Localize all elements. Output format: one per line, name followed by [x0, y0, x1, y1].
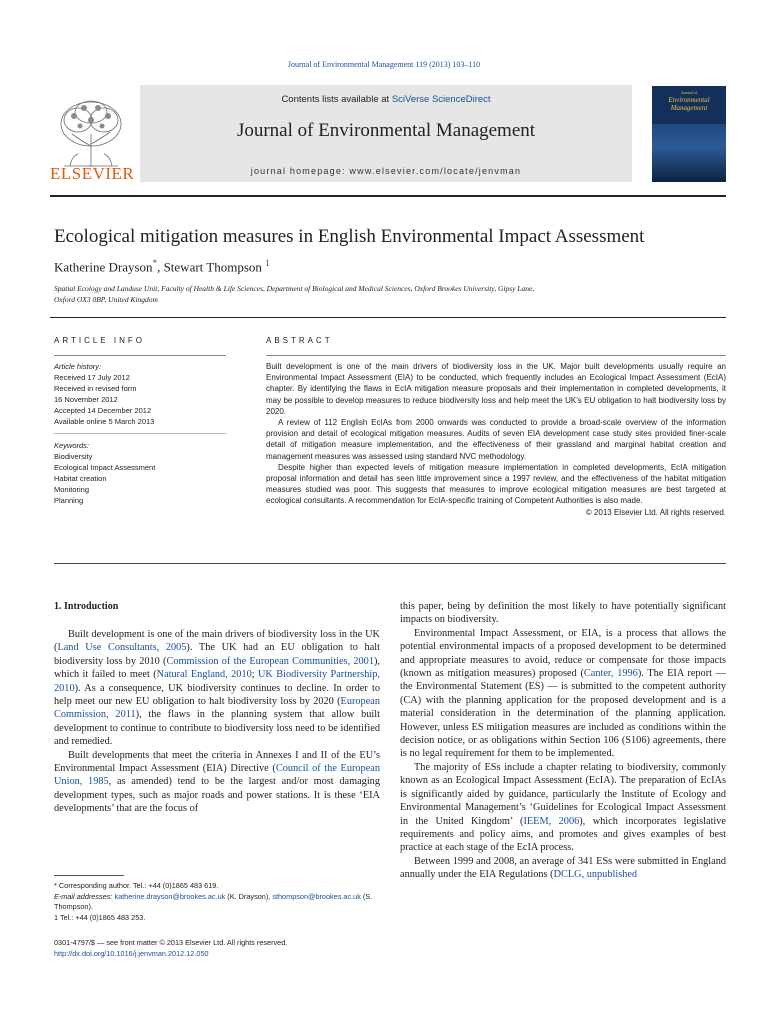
body-text: Between 1999 and 2008, an average of 341 ESs were submitted in England annually under the EIA Regulations (	[400, 855, 726, 881]
abstract-paragraph: A review of 112 English EcIAs from 2000 onwards was conducted to provide a broad-scale overview of the information provision and detail of ecological mitigation measures. Audits of seven EIA development case study sites provided finer-scale detail of mitigation measure implementation, and the effectiveness of their grassland and marginal habitat creation and management measures was assessed using standard NVC methodology.	[266, 418, 726, 461]
abstract-body	[266, 361, 726, 518]
citation-link[interactable]: Commission of the European Communities, 2001	[166, 655, 374, 667]
body-text: ). The EIA report — the Environmental Statement (ES) — is submitted to the competent authority (CA) with the planning application for the proposed development and is a material consideration in the determination of the planning application. However, unless ES mitigation measures are included as conditions within the decision notice, or as obligations within Section 106 (S106) agreements, there is no legal requirement for them to be implemented.	[400, 668, 727, 760]
affiliation-line: Oxford OX3 0BP, United Kingdom	[54, 295, 158, 304]
doi-link[interactable]: http://dx.doi.org/10.1016/j.jenvman.2012.12.050	[54, 948, 209, 958]
history-item: Available online 5 March 2013	[54, 417, 155, 426]
history-keywords-rule	[54, 433, 226, 434]
history-item: 16 November 2012	[54, 395, 118, 404]
abstract-paragraph: Despite higher than expected levels of mitigation measure implementation in completed developments, EcIA mitigation proposal information and detail has seen little improvement since a 1997 review, and the effectiveness of the habitat mitigation measures studied was poor. This suggests that measures to improve ecological mitigation measures are best targeted at ecological consultants. A recommendation for EcIA-specific training of Competent Authorities is also made.	[266, 462, 726, 506]
body-paragraph	[400, 855, 726, 882]
body-text: ;	[251, 669, 258, 681]
keywords	[54, 440, 226, 506]
keyword: Planning	[54, 496, 84, 505]
body-paragraph	[54, 749, 380, 816]
issn-block	[54, 938, 384, 959]
citation-link[interactable]: Council of the European Union, 1985	[54, 763, 380, 788]
author-name: Katherine Drayson	[54, 259, 153, 275]
email-link[interactable]: sthompson@brookes.ac.uk	[272, 891, 361, 901]
keywords-label: Keywords:	[54, 441, 90, 450]
author-line	[54, 258, 270, 275]
footnote-1: 1 Tel.: +44 (0)1865 483 253.	[54, 912, 146, 922]
journal-cover-thumbnail	[652, 86, 726, 182]
history-item: Received in revised form	[54, 384, 137, 393]
body-text: ). The UK had an EU obligation to halt biodiversity loss by 2010 (	[54, 642, 380, 667]
history-label: Article history:	[54, 362, 102, 371]
cover-image	[652, 124, 726, 182]
journal-homepage[interactable]: journal homepage: www.elsevier.com/locate/jenvman	[250, 166, 522, 176]
body-text: Built developments that meet the criteria in Annexes I and II of the EU’s Environmental Impact Assessment (EIA) Directive (	[54, 749, 380, 775]
abstract-copyright: © 2013 Elsevier Ltd. All rights reserved.	[585, 507, 726, 517]
history-item: Received 17 July 2012	[54, 373, 130, 382]
author-name: Stewart Thompson	[163, 259, 262, 275]
keyword: Ecological Impact Assessment	[54, 463, 156, 472]
article-title: Ecological mitigation measures in English Environmental Impact Assessment	[54, 226, 645, 247]
body-paragraph	[400, 600, 726, 627]
email-owner: (K. Drayson),	[225, 891, 273, 901]
keyword: Monitoring	[54, 485, 90, 494]
abstract-paragraph: Built development is one of the main drivers of biodiversity loss in the UK. Major built developments usually require an Environmental Impact Assessment (EIA) to be conducted, which frequently includes an Ecological Impact Assessment (EcIA) chapter. By identifying the flaws in EcIA mitigation measure proposals and their implementation in completed developments, it may be possible to develop measures to reduce biodiversity loss and help meet the UK’s EU obligation to halt biodiversity loss by 2020.	[266, 362, 726, 416]
citation-link[interactable]: Canter, 1996	[583, 668, 638, 680]
body-paragraph	[400, 761, 726, 855]
history-item: Accepted 14 December 2012	[54, 406, 152, 415]
cover-top-text: Journal of	[680, 90, 698, 95]
citation-link[interactable]: UK Biodiversity Partnership, 2010	[54, 669, 380, 694]
elsevier-wordmark: ELSEVIER	[50, 164, 135, 183]
body-text: , as amended) tend to be the largest and/or most damaging development types, such as major roads and power stations. It is these ‘EIA developments’ that are the focus of	[54, 776, 380, 815]
contents-prefix: Contents lists available at	[281, 94, 392, 105]
journal-citation[interactable]: Journal of Environmental Management 119 (2013) 103–110	[287, 60, 481, 69]
cover-title: Environmental Management	[668, 96, 710, 112]
section-heading-introduction: 1. Introduction	[54, 601, 119, 612]
footnote-mark[interactable]: 1	[265, 258, 270, 268]
issn-line: 0301-4797/$ — see front matter © 2013 Elsevier Ltd. All rights reserved.	[54, 938, 288, 947]
body-text: this paper, being by definition the most likely to have potentially significant impacts on biodiversity.	[400, 601, 726, 626]
keyword: Habitat creation	[54, 474, 107, 483]
footnotes	[54, 881, 380, 923]
journal-name: Journal of Environmental Management	[236, 120, 536, 141]
body-paragraph	[400, 627, 726, 761]
body-text: Built development is one of the main drivers of biodiversity loss in the UK (	[54, 629, 380, 654]
email-link[interactable]: katherine.drayson@brookes.ac.uk	[114, 891, 226, 901]
citation-link[interactable]: European Commission, 2011	[54, 696, 380, 721]
affiliation	[54, 283, 714, 305]
author-separator: ,	[157, 259, 164, 275]
corresponding-author-mark[interactable]: *	[152, 258, 158, 268]
sciencedirect-link[interactable]: SciVerse ScienceDirect	[391, 94, 491, 105]
body-paragraph	[54, 628, 380, 749]
keyword: Biodiversity	[54, 452, 93, 461]
body-text: ), which incorporates legislative requirements and policy aims, and promotes and gives examples of best practice at each stage of the EcIA process.	[400, 815, 727, 854]
corresponding-author-note: * Corresponding author. Tel.: +44 (0)1865 483 619.	[54, 881, 219, 890]
body-text: ). As a consequence, UK biodiversity continues to decline. In order to help meet our new EU obligation to halt biodiversity loss by 2020 (	[54, 682, 380, 708]
contents-available-line	[140, 94, 632, 105]
footnote-rule	[54, 875, 124, 876]
abstract-heading: ABSTRACT	[266, 336, 333, 345]
email-owner: (S. Thompson).	[54, 891, 373, 912]
header-rule	[50, 195, 726, 197]
article-info-heading: ARTICLE INFO	[54, 336, 145, 345]
body-text: Environmental Impact Assessment, or EIA, is a process that allows the potential environmental impacts of a proposed development to be determined and appropriate measures to avoid, reduce or compensate for those impacts (known as mitigation measures) proposed (	[400, 627, 726, 680]
citation-link[interactable]: Natural England, 2010	[156, 669, 252, 681]
body-column-right	[400, 600, 726, 882]
affiliation-line: Spatial Ecology and Landuse Unit, Faculty of Health & Life Sciences, Department of Biological and Medical Sciences, Oxford Brookes University, Gipsy Lane,	[54, 284, 535, 293]
body-text: The majority of ESs include a chapter relating to biodiversity, commonly known as an Ecological Impact Assessment (EcIA). The preparation of EcIAs is significantly aided by guidance, particularly the Institute of Ecology and Environmental Management’s ‘Guidelines for Ecological Impact Assessment in the United Kingdom’ (	[400, 761, 726, 827]
citation-link[interactable]: Land Use Consultants, 2005	[57, 642, 187, 654]
body-text: ), the flaws in the planning system that allow built development to continue to contribute to biodiversity loss need to be identified and remedied.	[54, 709, 380, 748]
email-note	[54, 892, 380, 913]
citation-link[interactable]: IEEM, 2006	[523, 815, 580, 827]
abstract-bottom-rule	[54, 563, 726, 564]
article-history	[54, 361, 226, 427]
article-info-rule	[54, 355, 226, 356]
title-block-rule	[50, 317, 726, 318]
body-text: ), which it failed to meet (	[54, 655, 380, 681]
abstract-rule	[266, 355, 726, 356]
body-column-left	[54, 628, 380, 816]
citation-link[interactable]: DCLG, unpublished	[553, 869, 638, 881]
email-label: E-mail addresses:	[54, 891, 115, 901]
